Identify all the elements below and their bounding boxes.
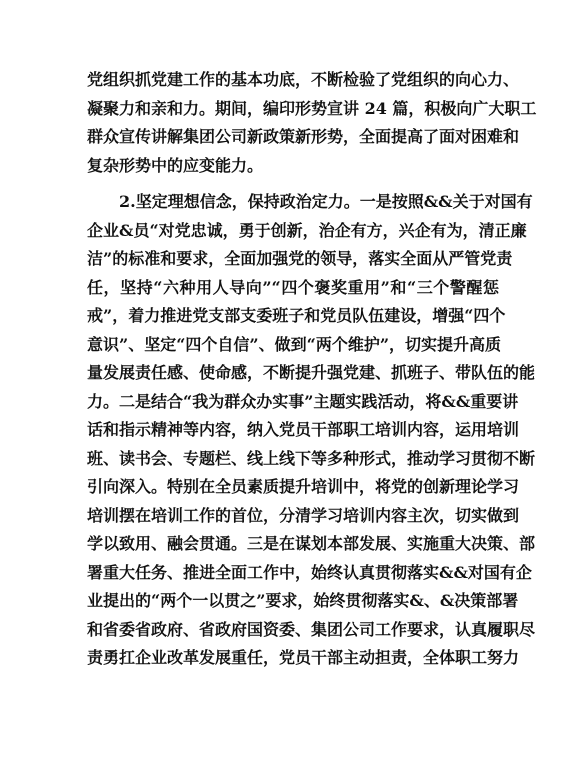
paragraph-2-line-12: 培训摆在培训工作的首位，分清学习培训内容主次，切实做到 [87,505,520,525]
paragraph-spacer [87,180,499,188]
paragraph-2-line-15: 业提出的“两个一以贯之”要求，始终贯彻落实&、&决策部署 [87,591,519,610]
paragraph-2-line-16: 和省委省政府、省政府国资委、集团公司工作要求，认真履职尽 [87,619,536,639]
document-body [87,66,537,673]
paragraph-2-line-2: 企业&员“对党忠诚，勇于创新，治企有方，兴企有为，清正廉 [87,220,527,240]
paragraph-2-line-17: 责勇扛企业改革发展重任，党员干部主动担责，全体职工努力 [87,648,520,667]
paragraph-2-line-9: 话和指示精神等内容，纳入党员干部职工培训内容，运用培训 [87,420,520,439]
paragraph-2-line-14: 署重大任务、推进全面工作中，始终认真贯彻落实&&对国有企 [87,562,532,582]
paragraph-2-line-8: 力。二是结合“我为群众办实事”主题实践活动，将&&重要讲 [87,391,519,411]
paragraph-2-line-7: 量发展责任感、使命感，不断提升强党建、抓班子、带队伍的能 [87,363,536,382]
paragraph-1-line-4: 复杂形势中的应变能力。 [87,155,264,175]
paragraph-2-line-10: 班、读书会、专题栏、线上线下等多种形式，推动学习贯彻不断 [87,448,536,468]
paragraph-2-line-6: 意识”、坚定“四个自信”、做到“两个维护”，切实提升高质 [87,334,502,354]
paragraph-2-line-1: 2.坚定理想信念，保持政治定力。一是按照&&关于对国有 [119,192,533,211]
paragraph-1-line-1: 党组织抓党建工作的基本功底，不断检验了党组织的向心力、 [87,70,520,89]
paragraph-2-line-4: 任，坚持“六种用人导向”“四个褒奖重用”和“三个警醒惩 [87,277,499,297]
paragraph-2-line-13: 学以致用、融会贯通。三是在谋划本部发展、实施重大决策、部 [87,534,536,553]
paragraph-2-line-11: 引向深入。特别在全员素质提升培训中，将党的创新理论学习 [87,477,520,496]
paragraph-1-line-3: 群众宣传讲解集团公司新政策新形势，全面提高了面对困难和 [87,127,520,146]
paragraph-2-line-5: 戒”，着力推进党支部支委班子和党员队伍建设，增强“四个 [87,306,506,325]
paragraph-1-line-2: 凝聚力和亲和力。期间，编印形势宣讲 24 篇，积极向广大职工 [87,98,537,118]
paragraph-2-line-3: 洁”的标准和要求，全面加强党的领导，落实全面从严管党责 [87,249,513,268]
